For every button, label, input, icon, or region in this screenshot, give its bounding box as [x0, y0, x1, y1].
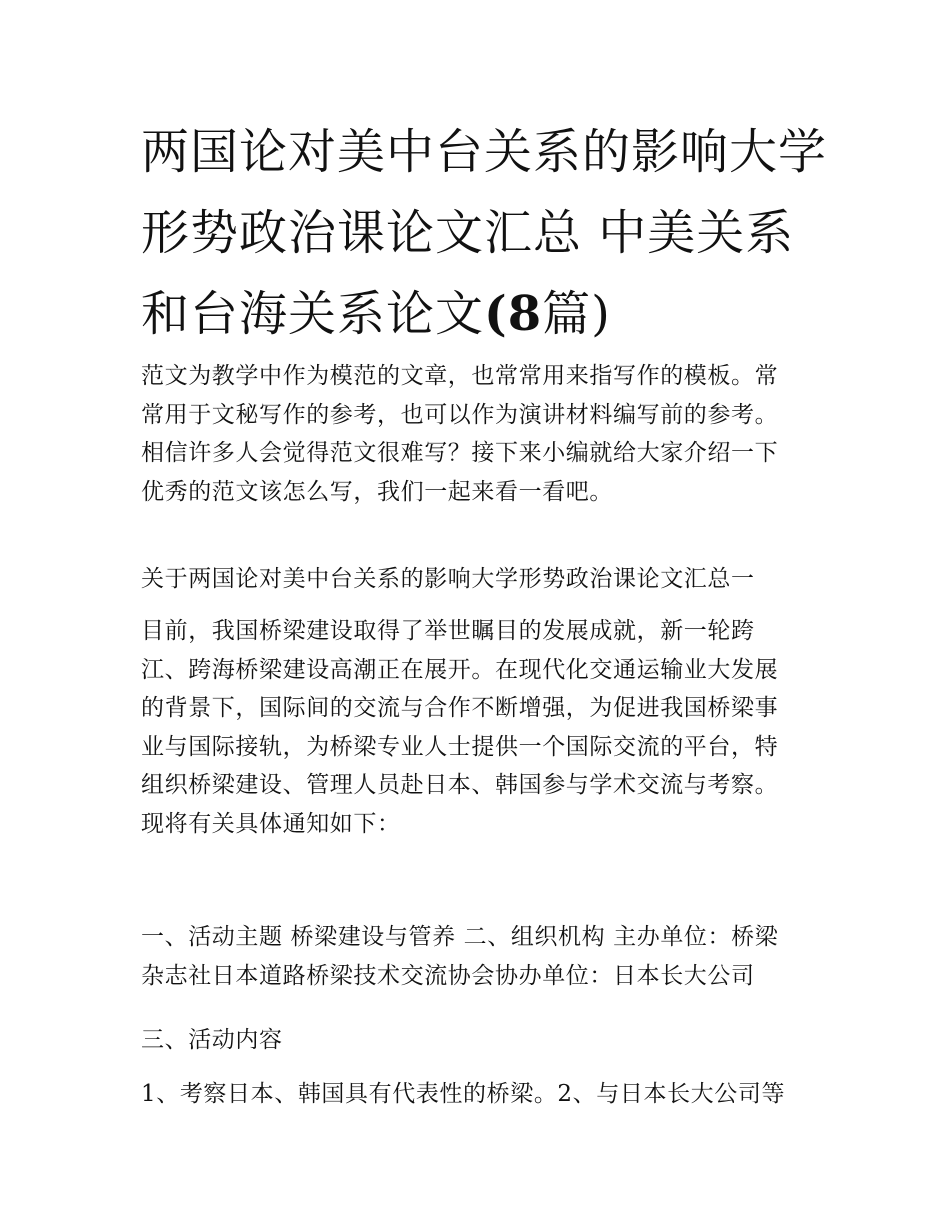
title-suffix: 篇): [542, 286, 611, 342]
subheading: [141, 560, 821, 598]
main-line: 现将有关具体通知如下：: [141, 810, 401, 837]
title-text: 两国论对美中台关系的影响大学形势政治课论文汇总 中美关系和台海关系论文: [141, 124, 828, 342]
main-line: 业与国际接轨，为桥梁专业人士提供一个国际交流的平台，特: [141, 733, 779, 760]
section-one-line: 一、活动主题 桥梁建设与管养 二、组织机构 主办单位：桥梁: [141, 924, 779, 950]
main-line: 目前，我国桥梁建设取得了举世瞩目的发展成就，新一轮跨: [141, 618, 755, 644]
section-one-paragraph: [141, 918, 821, 995]
main-line: 组织桥梁建设、管理人员赴日本、韩国参与学术交流与考察。: [141, 772, 779, 799]
main-line: 江、跨海桥梁建设高潮正在展开。在现代化交通运输业大发展: [141, 656, 779, 683]
section-three-text: 三、活动内容: [141, 1027, 283, 1053]
list-item-text: 1、考察日本、韩国具有代表性的桥梁。2、与日本长大公司等: [141, 1081, 786, 1107]
list-item: [141, 1075, 821, 1114]
document-title: [141, 112, 831, 355]
title-count: (8: [484, 286, 543, 342]
subheading-text: 关于两国论对美中台关系的影响大学形势政治课论文汇总一: [141, 566, 755, 592]
section-one-line: 杂志社日本道路桥梁技术交流协会协办单位：日本长大公司: [141, 962, 755, 989]
intro-paragraph: [141, 357, 821, 511]
section-three-heading: [141, 1021, 821, 1060]
intro-line: 优秀的范文该怎么写，我们一起来看一看吧。: [141, 478, 613, 505]
main-line: 的背景下，国际间的交流与合作不断增强，为促进我国桥梁事: [141, 695, 779, 722]
main-paragraph: [141, 612, 821, 844]
intro-line: 相信许多人会觉得范文很难写？接下来小编就给大家介绍一下: [141, 440, 779, 467]
intro-line: 范文为教学中作为模范的文章，也常常用来指写作的模板。常: [141, 363, 779, 389]
intro-line: 常用于文秘写作的参考，也可以作为演讲材料编写前的参考。: [141, 401, 779, 428]
